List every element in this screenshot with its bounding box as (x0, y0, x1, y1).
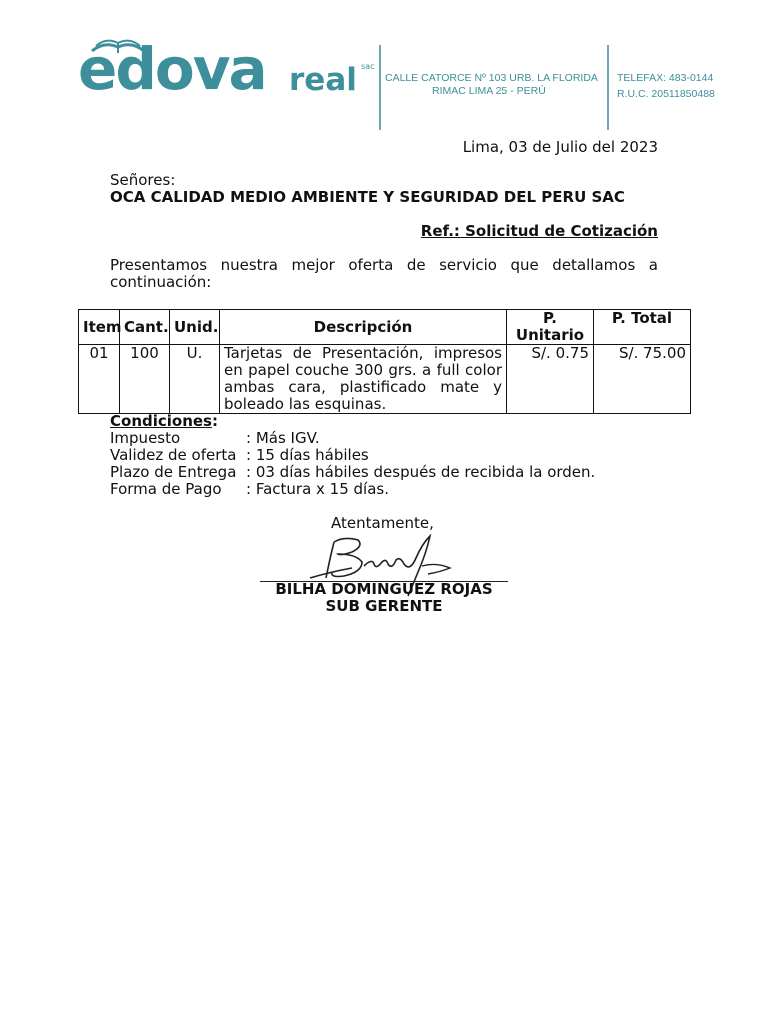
salutation: Señores: (110, 171, 176, 189)
cell-unid: U. (170, 345, 220, 414)
cell-item: 01 (79, 345, 120, 414)
logo-wordmark: edova (78, 35, 266, 103)
condition-row (110, 446, 369, 464)
condition-value: : 03 días hábiles después de recibida la orden. (246, 463, 596, 481)
cell-p-total: S/. 75.00 (594, 345, 691, 414)
address-line2: RIMAC LIMA 25 - PERÚ (432, 85, 546, 97)
table-row (79, 345, 691, 414)
condition-value: : Más IGV. (246, 429, 320, 447)
cell-p-unitario: S/. 0.75 (507, 345, 594, 414)
signer-name: BILHA DOMINGUEZ ROJAS (275, 580, 493, 598)
condition-row (110, 429, 320, 447)
intro-paragraph: Presentamos nuestra mejor oferta de servicio que detallamos a continuación: (110, 256, 658, 291)
quote-table (78, 309, 691, 414)
recipient-company: OCA CALIDAD MEDIO AMBIENTE Y SEGURIDAD DEL PERU SAC (110, 188, 625, 206)
condition-label: Validez de oferta (110, 446, 237, 464)
header-unid: Unid. (170, 310, 220, 345)
conditions-title (110, 412, 218, 430)
header-p-total: P. Total (594, 310, 691, 345)
telefax: TELEFAX: 483-0144 (617, 72, 714, 84)
condition-value: : 15 días hábiles (246, 446, 369, 464)
reference-line: Ref.: Solicitud de Cotización (420, 222, 658, 240)
condition-row (110, 463, 595, 481)
condition-label: Forma de Pago (110, 480, 222, 498)
logo-real-text: real (289, 62, 357, 98)
header-cant: Cant. (120, 310, 170, 345)
condition-row (110, 480, 389, 498)
header-item: Item (79, 310, 120, 345)
letter-date: Lima, 03 de Julio del 2023 (462, 138, 658, 156)
address-line1: CALLE CATORCE Nº 103 URB. LA FLORIDA (385, 72, 598, 84)
header-p-unitario: P. Unitario (507, 310, 594, 345)
divider-right (607, 45, 609, 130)
divider-left (379, 45, 381, 130)
condition-label: Plazo de Entrega (110, 463, 237, 481)
cell-descripcion: Tarjetas de Presentación, impresos en papel couche 300 grs. a full color ambas cara, plastificado mate y boleado las esquinas. (220, 345, 507, 414)
condition-label: Impuesto (110, 429, 181, 447)
cell-cant: 100 (120, 345, 170, 414)
logo-sac-text: sac (361, 62, 375, 71)
conditions-title-text: Condiciones (110, 412, 212, 430)
closing-text: Atentamente, (331, 514, 434, 532)
table-header-row (79, 310, 691, 345)
header-descripcion: Descripción (220, 310, 507, 345)
conditions-title-colon: : (212, 412, 218, 430)
ruc-number: R.U.C. 20511850488 (617, 88, 715, 100)
signer-title: SUB GERENTE (325, 597, 443, 615)
condition-value: : Factura x 15 días. (246, 480, 389, 498)
